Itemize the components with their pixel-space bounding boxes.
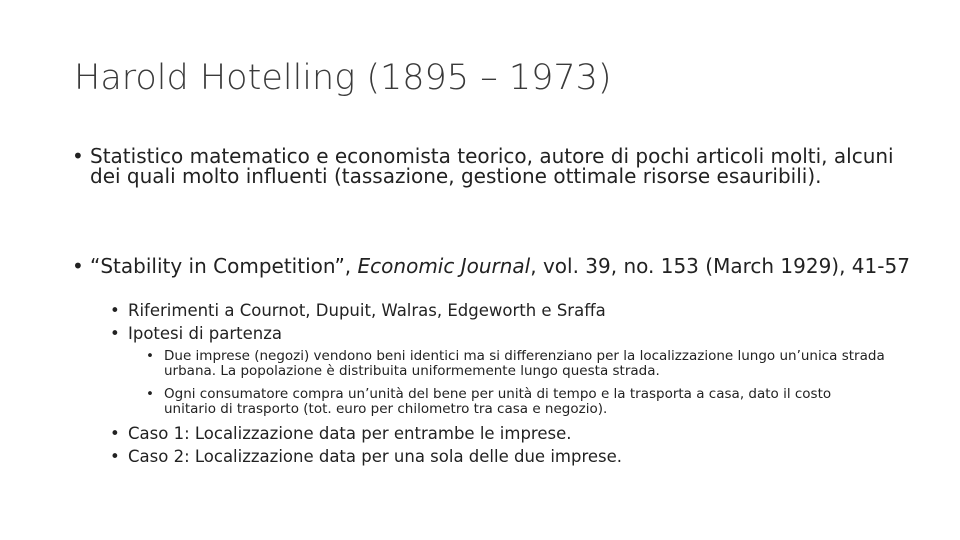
bullet-marker: • bbox=[110, 447, 120, 466]
bullet-marker: • bbox=[110, 301, 120, 320]
bullet-marker: • bbox=[72, 254, 84, 278]
bullet-text: Caso 2: Localizzazione data per una sola delle due imprese. bbox=[128, 447, 623, 466]
sub-bullet-item bbox=[110, 301, 810, 320]
bullet-text: Due imprese (negozi) vendono beni identici ma si differenziano per la localizzazione lungo un’unica strada urbana. La popolazione è distribuita uniformemente lungo questa strada. bbox=[164, 348, 885, 379]
bullet-text: Ogni consumatore compra un’unità del bene per unità di tempo e la trasporta a casa, dato il costo unitario di trasporto (tot. euro per chilometro tra casa e negozio). bbox=[164, 386, 832, 417]
bullet-text: Ipotesi di partenza bbox=[128, 324, 283, 343]
bullet-item bbox=[72, 146, 912, 186]
bullet-text: Statistico matematico e economista teorico, autore di pochi articoli molti, alcuni dei quali molto influenti (tassazione, gestione ottimale risorse esauribili). bbox=[90, 144, 894, 188]
bullet-marker: • bbox=[110, 424, 120, 443]
sub-bullet-item bbox=[110, 324, 810, 343]
bullet-text bbox=[90, 256, 912, 276]
bullet-marker: • bbox=[146, 348, 154, 364]
bullet-marker: • bbox=[146, 386, 154, 402]
bullet-text: Riferimenti a Cournot, Dupuit, Walras, Edgeworth e Sraffa bbox=[128, 301, 606, 320]
journal-name: Economic Journal bbox=[357, 254, 531, 278]
bullet-item bbox=[72, 256, 912, 276]
sub-sub-bullet-item bbox=[146, 349, 886, 379]
sub-sub-bullet-item bbox=[146, 387, 886, 417]
bullet-marker: • bbox=[110, 324, 120, 343]
citation-text: “Stability in Competition”, bbox=[90, 254, 358, 278]
bullet-marker: • bbox=[72, 144, 84, 168]
slide-title: Harold Hotelling (1895 – 1973) bbox=[74, 58, 612, 98]
citation-details: , vol. 39, no. 153 (March 1929), 41-57 bbox=[530, 254, 910, 278]
bullet-text: Caso 1: Localizzazione data per entrambe le imprese. bbox=[128, 424, 572, 443]
sub-bullet-item bbox=[110, 447, 810, 466]
sub-bullet-item bbox=[110, 424, 810, 443]
